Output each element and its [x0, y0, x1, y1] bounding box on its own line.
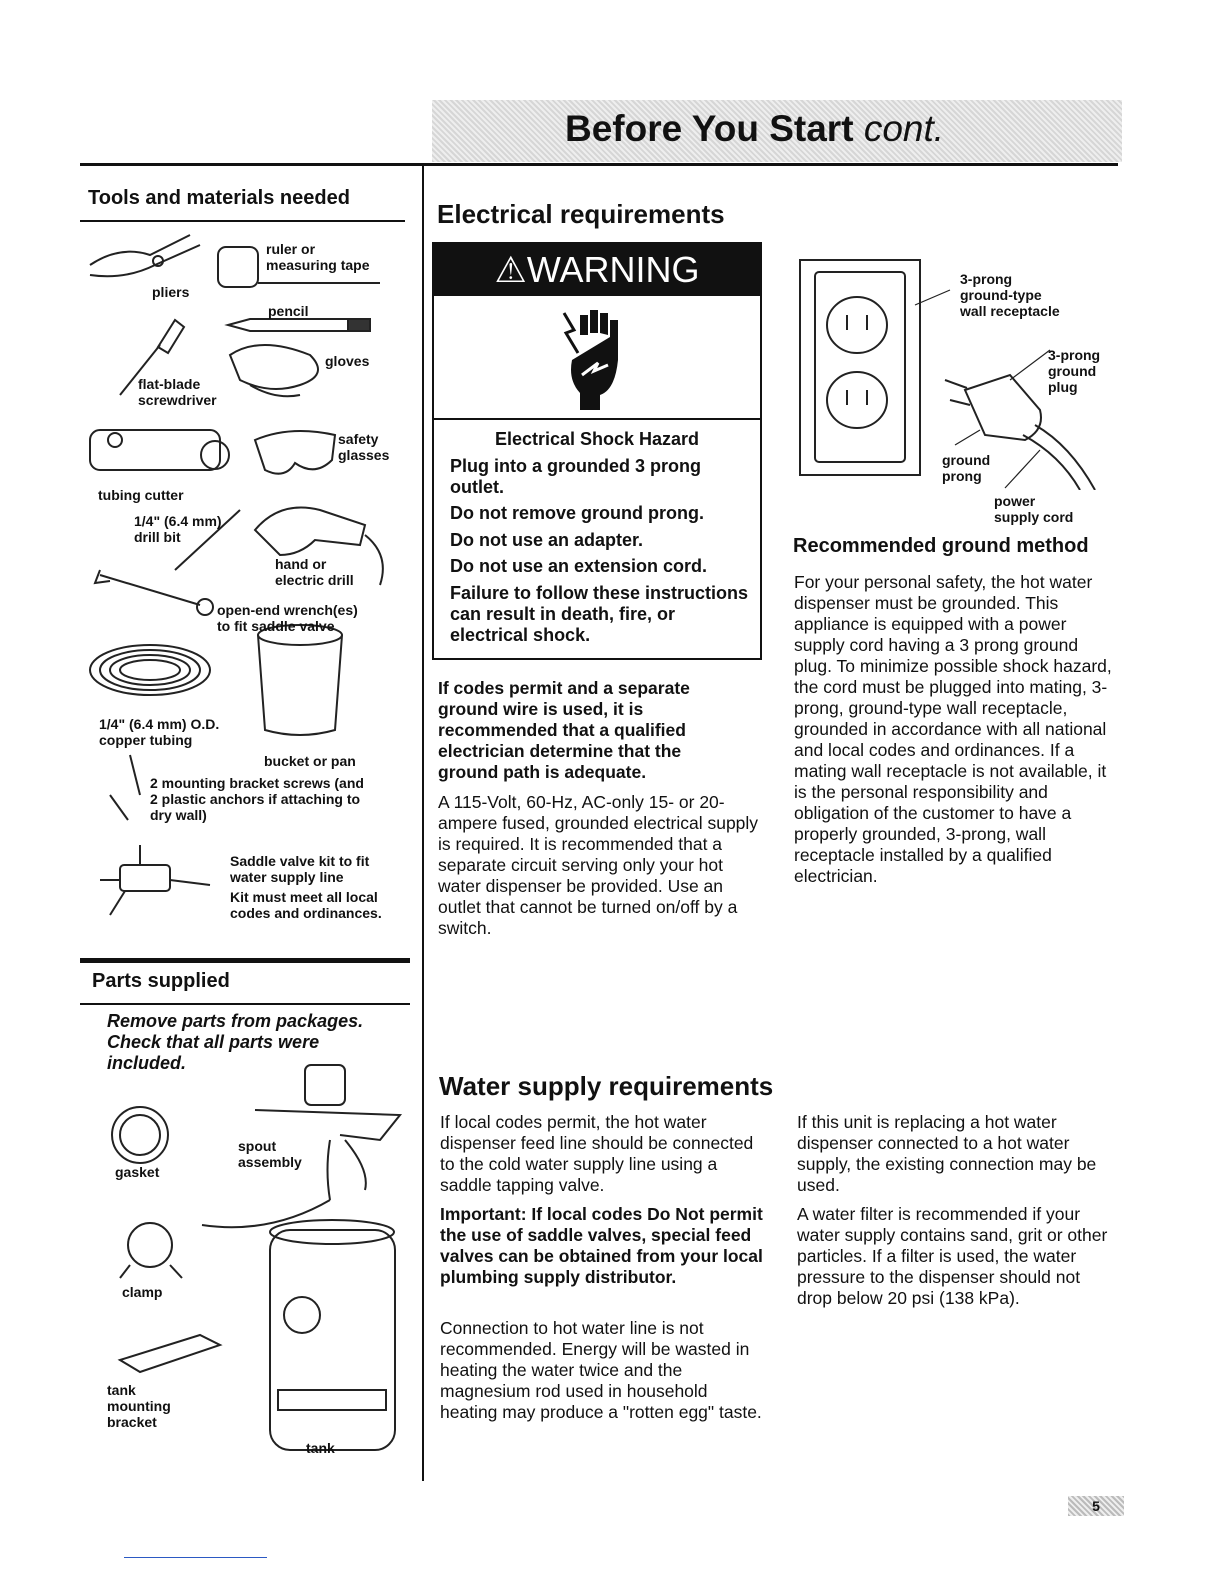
ground-method-text: For your personal safety, the hot water dispenser must be grounded. This appliance is equipped with a power supply cord having a 3 prong ground plug. To minimize possible shock hazard, the cord must be plugged into mating, 3-prong, ground-type wall receptacle, grounded in accordance with all national and local codes and ordinances. If a mating wall receptacle is not available, it is the personal responsibility and obligation of the customer to have a properly grounded, 3-prong, wall receptacle installed by a qualified electrician.	[794, 572, 1112, 886]
tank-icon	[270, 1220, 395, 1450]
warning-line-3: Do not use an adapter.	[450, 530, 644, 550]
pencil-label: pencil	[268, 303, 309, 319]
gasket-label: gasket	[115, 1164, 160, 1180]
plug-label: 3-prong ground plug	[1048, 347, 1101, 395]
bucket-label: bucket or pan	[264, 753, 356, 769]
safety-glasses-icon	[255, 431, 335, 474]
bucket-icon	[258, 625, 342, 735]
gasket-icon	[112, 1107, 168, 1163]
warning-line-1: Plug into a grounded 3 prong outlet.	[450, 456, 701, 497]
saddle-valve-label: Saddle valve kit to fit water supply line	[230, 853, 370, 885]
warning-line-2: Do not remove ground prong.	[450, 503, 704, 523]
receptacle-label: 3-prong ground-type wall receptacle	[960, 271, 1060, 319]
tank-label: tank	[306, 1440, 335, 1456]
copper-tubing-label: 1/4" (6.4 mm) O.D. copper tubing	[99, 716, 220, 748]
pliers-label: pliers	[152, 284, 190, 300]
screwdriver-label: flat-blade screwdriver	[138, 376, 217, 408]
warning-line-5: Failure to follow these instructions can result in death, fire, or electrical shock.	[450, 583, 749, 645]
wrench-icon	[95, 570, 213, 615]
water-title: Water supply requirements	[439, 1071, 774, 1101]
pliers-icon	[90, 235, 200, 276]
wrench-label: open-end wrench(es) to fit saddle valve	[217, 602, 358, 634]
electrical-title: Electrical requirements	[437, 199, 725, 229]
water-p3: If this unit is replacing a hot water dispenser connected to a hot water supply, the existing connection may be used.	[797, 1112, 1097, 1195]
supply-text: A 115-Volt, 60-Hz, AC-only 15- or 20- ampere fused, grounded electrical supply is required. It is recommended that a separate circuit serving only your hot water dispenser be provided. Use an outlet that cannot be turned on/off by a switch.	[438, 792, 759, 938]
warning-label: WARNING	[526, 249, 700, 290]
spout-label: spout assembly	[238, 1138, 302, 1170]
tools-illustrations	[80, 225, 410, 945]
saddle-valve-icon	[100, 845, 210, 915]
codes-note: If codes permit and a separate ground wire is used, it is recommended that a qualified electrician determine that the ground path is adequate.	[438, 678, 690, 782]
tubing-cutter-label: tubing cutter	[98, 487, 184, 503]
page-title	[565, 108, 944, 150]
parts-intro: Remove parts from packages. Check that all parts were included.	[107, 1011, 364, 1073]
drill-bit-label: 1/4" (6.4 mm) drill bit	[134, 513, 222, 545]
column-divider	[422, 166, 424, 1481]
pencil-icon	[228, 319, 370, 331]
tubing-line-icon	[202, 1200, 330, 1227]
bracket-icon	[120, 1335, 220, 1372]
copper-tubing-icon	[90, 645, 210, 695]
gloves-label: gloves	[325, 353, 370, 369]
screws-icon	[110, 755, 140, 820]
tools-title: Tools and materials needed	[88, 187, 350, 209]
page-title-cont: cont.	[863, 108, 945, 149]
gloves-icon	[230, 345, 318, 396]
shock-hazard-icon	[560, 305, 630, 413]
warning-line-4: Do not use an extension cord.	[450, 556, 708, 576]
screws-label: 2 mounting bracket screws (and 2 plastic anchors if attaching to dry wall)	[150, 775, 364, 823]
warning-separator	[434, 418, 760, 420]
top-rule	[80, 163, 1118, 166]
clamp-icon	[120, 1223, 182, 1278]
drill-label: hand or electric drill	[275, 556, 354, 588]
warning-triangle-icon: ⚠	[494, 249, 527, 290]
water-p1: If local codes permit, the hot water dispenser feed line should be connected to the cold water supply line using a saddle tapping valve.	[440, 1112, 754, 1195]
parts-top-rule	[80, 958, 410, 963]
safety-glasses-label: safety glasses	[338, 431, 390, 463]
tools-rule	[80, 220, 405, 222]
footer-line	[124, 1557, 267, 1558]
ground-method-title: Recommended ground method	[793, 535, 1089, 557]
ruler-label: ruler or measuring tape	[266, 241, 370, 273]
saddle-valve-note: Kit must meet all local codes and ordinances.	[230, 889, 382, 921]
bracket-label: tank mounting bracket	[107, 1382, 171, 1430]
spout-icon	[255, 1065, 400, 1200]
page-number: 5	[1068, 1496, 1124, 1516]
hazard-title: Electrical Shock Hazard	[494, 429, 700, 449]
ground-prong-label: ground prong	[942, 452, 991, 484]
tubing-cutter-icon	[90, 430, 229, 470]
page-title-main: Before You Start	[565, 108, 854, 149]
parts-title: Parts supplied	[92, 970, 230, 992]
warning-header	[434, 244, 760, 296]
water-p4: A water filter is recommended if your water supply contains sand, grit or other particles. If a filter is used, the water pressure to the dispenser should not drop below 20 psi (138 kPa).	[797, 1204, 1108, 1308]
clamp-label: clamp	[122, 1284, 163, 1300]
wall-receptacle-icon	[800, 260, 920, 475]
water-important: Important: If local codes Do Not permit the use of saddle valves, special feed valves can be obtained from your local plumbing supply distributor.	[440, 1204, 763, 1287]
parts-rule	[80, 1003, 410, 1005]
power-cord-label: power supply cord	[994, 493, 1074, 525]
water-p2: Connection to hot water line is not recommended. Energy will be wasted in heating the water twice and the magnesium rod used in household heating may produce a "rotten egg" taste.	[440, 1318, 762, 1422]
